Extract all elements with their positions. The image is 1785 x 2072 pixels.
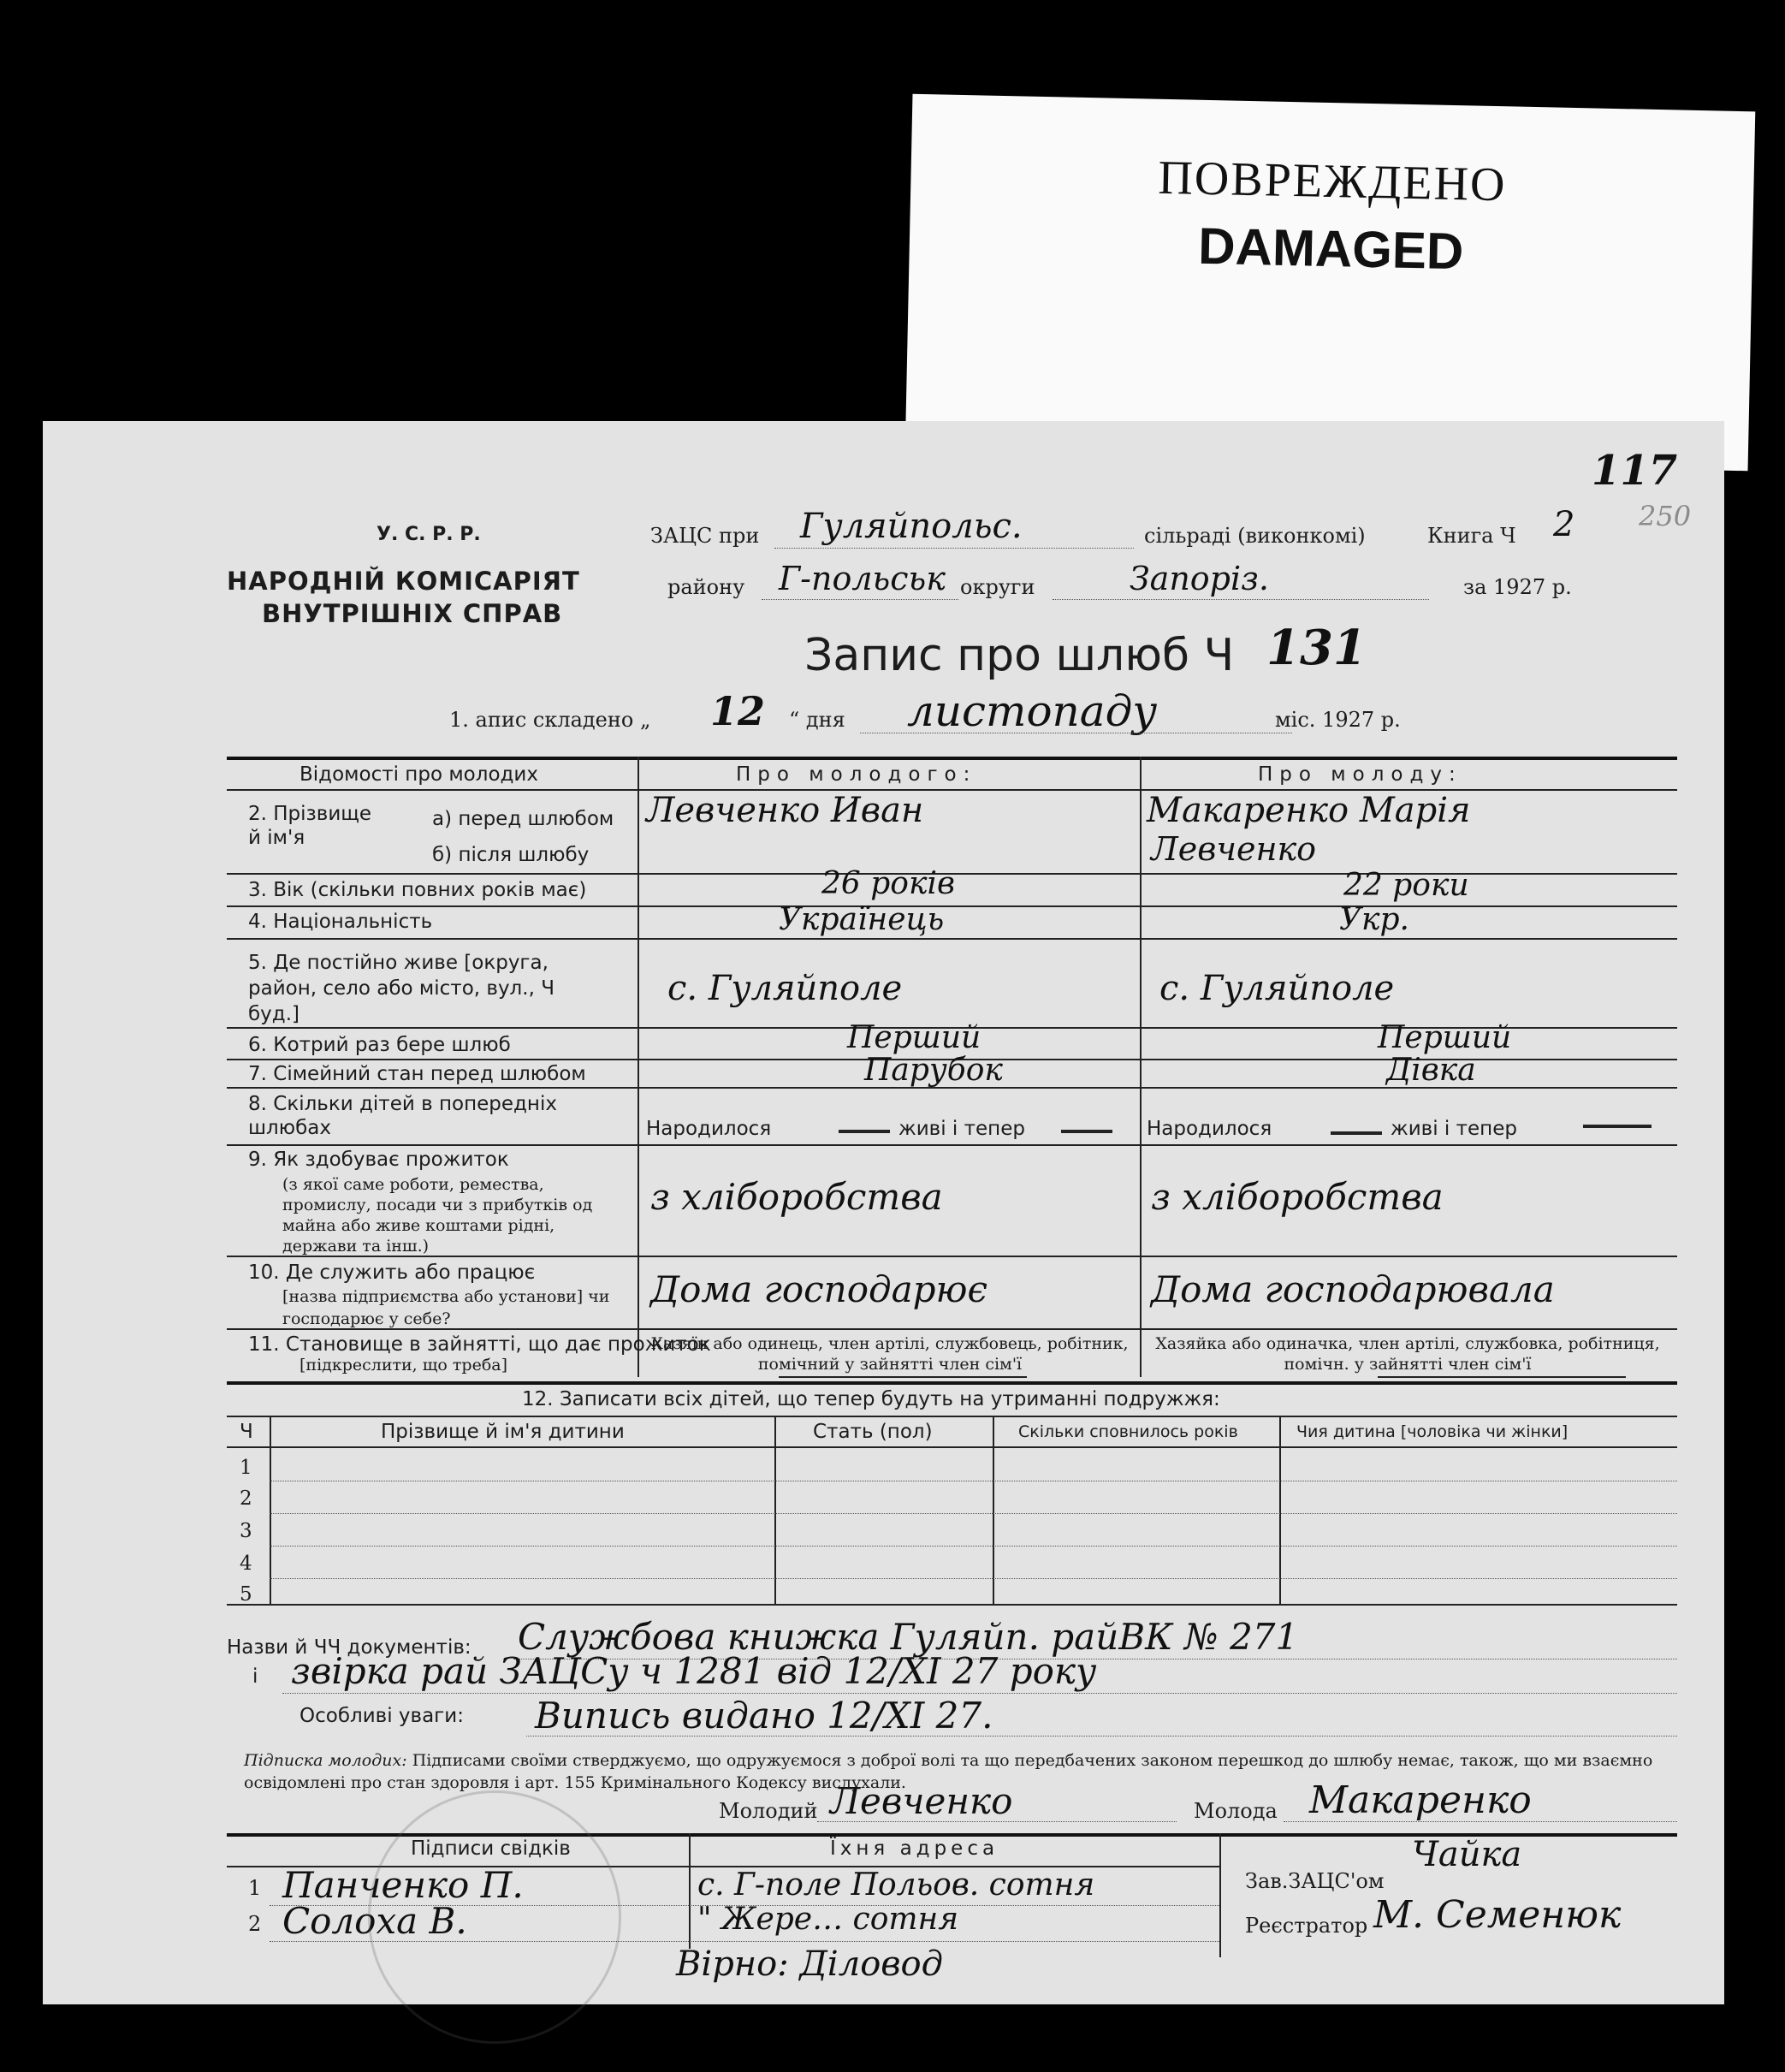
documents-line1: Службова книжка Гуляйп. райВК № 271	[518, 1616, 1299, 1658]
bride-name: Макаренко Марія	[1147, 791, 1471, 830]
head-label: Зав.ЗАЦС'ом	[1245, 1869, 1385, 1893]
commissariat-line2: ВНУТРІШНІХ СПРАВ	[262, 599, 563, 628]
record-prefix: 1. апис складено „	[449, 708, 651, 732]
children-title: 12. Записати всіх дітей, що тепер будуть на утриманні подружжя:	[522, 1388, 1220, 1410]
registrar-label: Реєстратор	[1245, 1914, 1368, 1938]
bride-nationality: Укр.	[1339, 902, 1410, 937]
record-mid: “ дня	[789, 708, 845, 732]
row7-label: 7. Сімейний стан перед шлюбом	[248, 1063, 586, 1085]
groom-age: 26 років	[821, 866, 955, 901]
witness-2-number: 2	[248, 1912, 262, 1936]
row11-label: 11. Становище в зайнятті, що дає прожиток	[248, 1333, 711, 1356]
child-row-2: 2	[240, 1487, 252, 1510]
corner-mark: 117	[1592, 447, 1678, 495]
children-col-whose: Чия дитина [чоловіка чи жінки]	[1296, 1422, 1569, 1441]
child-row-3: 3	[240, 1520, 252, 1542]
signature-text: Підписами своїми стверджуємо, що одружуємося з доброї волі та що передбачених законом перешкод до шлюбу немає, також, що ми взаємно освідомлені про стан здоровля і арт. 155 Кримінального Кодексу вислухали.	[244, 1751, 1653, 1792]
groom-times: Перший	[847, 1020, 981, 1055]
bride-position-options: Хазяйка або одиначка, член артілі, службовка, робітниця, помічн. у зайнятті член сім'ї	[1155, 1334, 1660, 1374]
row9-note: (з якої саме роботи, ремества, промислу, посади чи з прибутків од майна або живе коштами рідні, держави та інш.)	[282, 1175, 593, 1256]
record-day: 12	[710, 688, 766, 734]
registrar-signature: М. Семенюк	[1373, 1893, 1622, 1937]
row3-label: 3. Вік (скільки повних років має)	[248, 879, 587, 901]
year-label: за 1927 р.	[1463, 575, 1572, 599]
children-col-age: Скільки сповнилось років	[1018, 1422, 1238, 1441]
documents-label: Назви й ЧЧ документів:	[227, 1636, 471, 1659]
witness-2-address: " Жере… сотня	[697, 1902, 959, 1937]
bride-status: Дівка	[1386, 1053, 1476, 1088]
groom-status: Парубок	[864, 1053, 1003, 1088]
book-value: 2	[1553, 505, 1575, 544]
child-row-1: 1	[240, 1457, 252, 1479]
okrug-label: округи	[960, 575, 1035, 599]
witness-2-name: Солоха В.	[282, 1900, 467, 1942]
groom-sign-label: Молодий	[719, 1799, 818, 1823]
record-suffix: міс. 1927 р.	[1275, 708, 1401, 732]
row4-label: 4. Національність	[248, 911, 433, 933]
row10-label: 10. Де служить або працює	[248, 1262, 536, 1284]
commissariat-line1: НАРОДНІЙ КОМІСАРІЯТ	[227, 567, 580, 596]
groom-nationality: Українець	[779, 902, 945, 937]
bride-age: 22 роки	[1343, 868, 1469, 903]
silradi-label: сільраді (виконкомі)	[1144, 524, 1366, 548]
documents-line2: звірка рай ЗАЦСу ч 1281 від 12/XI 27 року	[291, 1650, 1097, 1692]
zats-value: Гуляйпольс.	[800, 507, 1023, 546]
witness-1-number: 1	[248, 1876, 262, 1900]
record-title: Запис про шлюб Ч	[804, 630, 1235, 681]
zats-label: ЗАЦС при	[650, 524, 760, 548]
row11-note: [підкреслити, що треба]	[299, 1356, 508, 1374]
groom-position-options: Хазяїн або одинець, член артілі, службовець, робітник, помічний у зайнятті член сім'ї	[651, 1334, 1129, 1374]
bride-signature: Макаренко	[1309, 1778, 1532, 1822]
rayon-value: Г-польськ	[779, 560, 946, 597]
damaged-label-ru: ПОВРЕЖДЕНО	[1157, 151, 1508, 212]
official-stamp	[368, 1790, 621, 2044]
okrug-value: Запоріз.	[1130, 560, 1269, 597]
witness-addr-header: Їхня адреса	[830, 1837, 999, 1860]
witness-1-name: Панченко П.	[282, 1864, 524, 1906]
groom-alive-label: живі і тепер	[898, 1118, 1025, 1140]
col-info-header: Відомості про молодих	[299, 763, 538, 786]
bride-alive-label: живі і тепер	[1391, 1118, 1517, 1140]
children-col-name: Прізвище й ім'я дитини	[381, 1421, 625, 1443]
row2-label: 2. Прізвище й ім'я	[248, 803, 372, 849]
signature-intro: Підписка молодих:	[244, 1751, 407, 1770]
groom-name: Левченко Иван	[646, 791, 924, 830]
bride-sign-label: Молода	[1194, 1799, 1278, 1823]
ussr-label: У. С. Р. Р.	[377, 524, 481, 545]
witness-1-address: с. Г-поле Польов. сотня	[697, 1867, 1095, 1903]
damaged-label-en: DAMAGED	[1197, 217, 1464, 281]
child-row-5: 5	[240, 1583, 252, 1606]
bride-times: Перший	[1378, 1020, 1512, 1055]
corner-pencil: 250	[1639, 500, 1692, 532]
col-bride-header: Про молоду:	[1258, 763, 1462, 786]
row9-label: 9. Як здобуває прожиток	[248, 1149, 509, 1171]
bride-born-label: Народилося	[1147, 1118, 1272, 1140]
head-signature: Чайка	[1412, 1835, 1522, 1874]
children-col-n: Ч	[240, 1421, 253, 1443]
col-groom-header: Про молодого:	[736, 763, 977, 786]
documents-label-2: і	[252, 1665, 258, 1688]
groom-workplace: Дома господарює	[650, 1268, 988, 1310]
certified-note: Вірно: Діловод	[676, 1944, 943, 1984]
groom-born-label: Народилося	[646, 1118, 772, 1140]
rayon-label: району	[667, 575, 745, 599]
groom-livelihood: з хліборобства	[650, 1176, 943, 1218]
bride-name-after: Левченко	[1151, 830, 1317, 868]
witness-sign-header: Підписи свідків	[411, 1837, 571, 1860]
bride-residence: с. Гуляйполе	[1159, 969, 1395, 1008]
special-value: Випись видано 12/XI 27.	[535, 1695, 993, 1737]
groom-signature: Левченко	[830, 1780, 1013, 1822]
bride-workplace: Дома господарювала	[1151, 1268, 1555, 1310]
damaged-card	[905, 94, 1756, 472]
special-label: Особливі уваги:	[299, 1705, 464, 1727]
book-label: Книга Ч	[1427, 524, 1516, 548]
bride-livelihood: з хліборобства	[1151, 1176, 1444, 1218]
groom-residence: с. Гуляйполе	[667, 969, 903, 1008]
row2-sub-b: б) після шлюбу	[432, 844, 590, 866]
marriage-record-form	[43, 421, 1724, 2004]
row2-sub-a: а) перед шлюбом	[432, 808, 614, 830]
record-month: листопаду	[907, 686, 1158, 736]
row6-label: 6. Котрий раз бере шлюб	[248, 1034, 511, 1056]
children-col-sex: Стать (пол)	[813, 1421, 933, 1443]
record-number: 131	[1266, 620, 1367, 676]
row5-label: 5. Де постійно живе [округа, район, село або місто, вул., Ч буд.]	[248, 952, 554, 1025]
child-row-4: 4	[240, 1553, 252, 1575]
row10-note: [назва підприємства або установи] чи господарює у себе?	[282, 1287, 610, 1328]
row8-label: 8. Скільки дітей в попередніх шлюбах	[248, 1093, 557, 1139]
